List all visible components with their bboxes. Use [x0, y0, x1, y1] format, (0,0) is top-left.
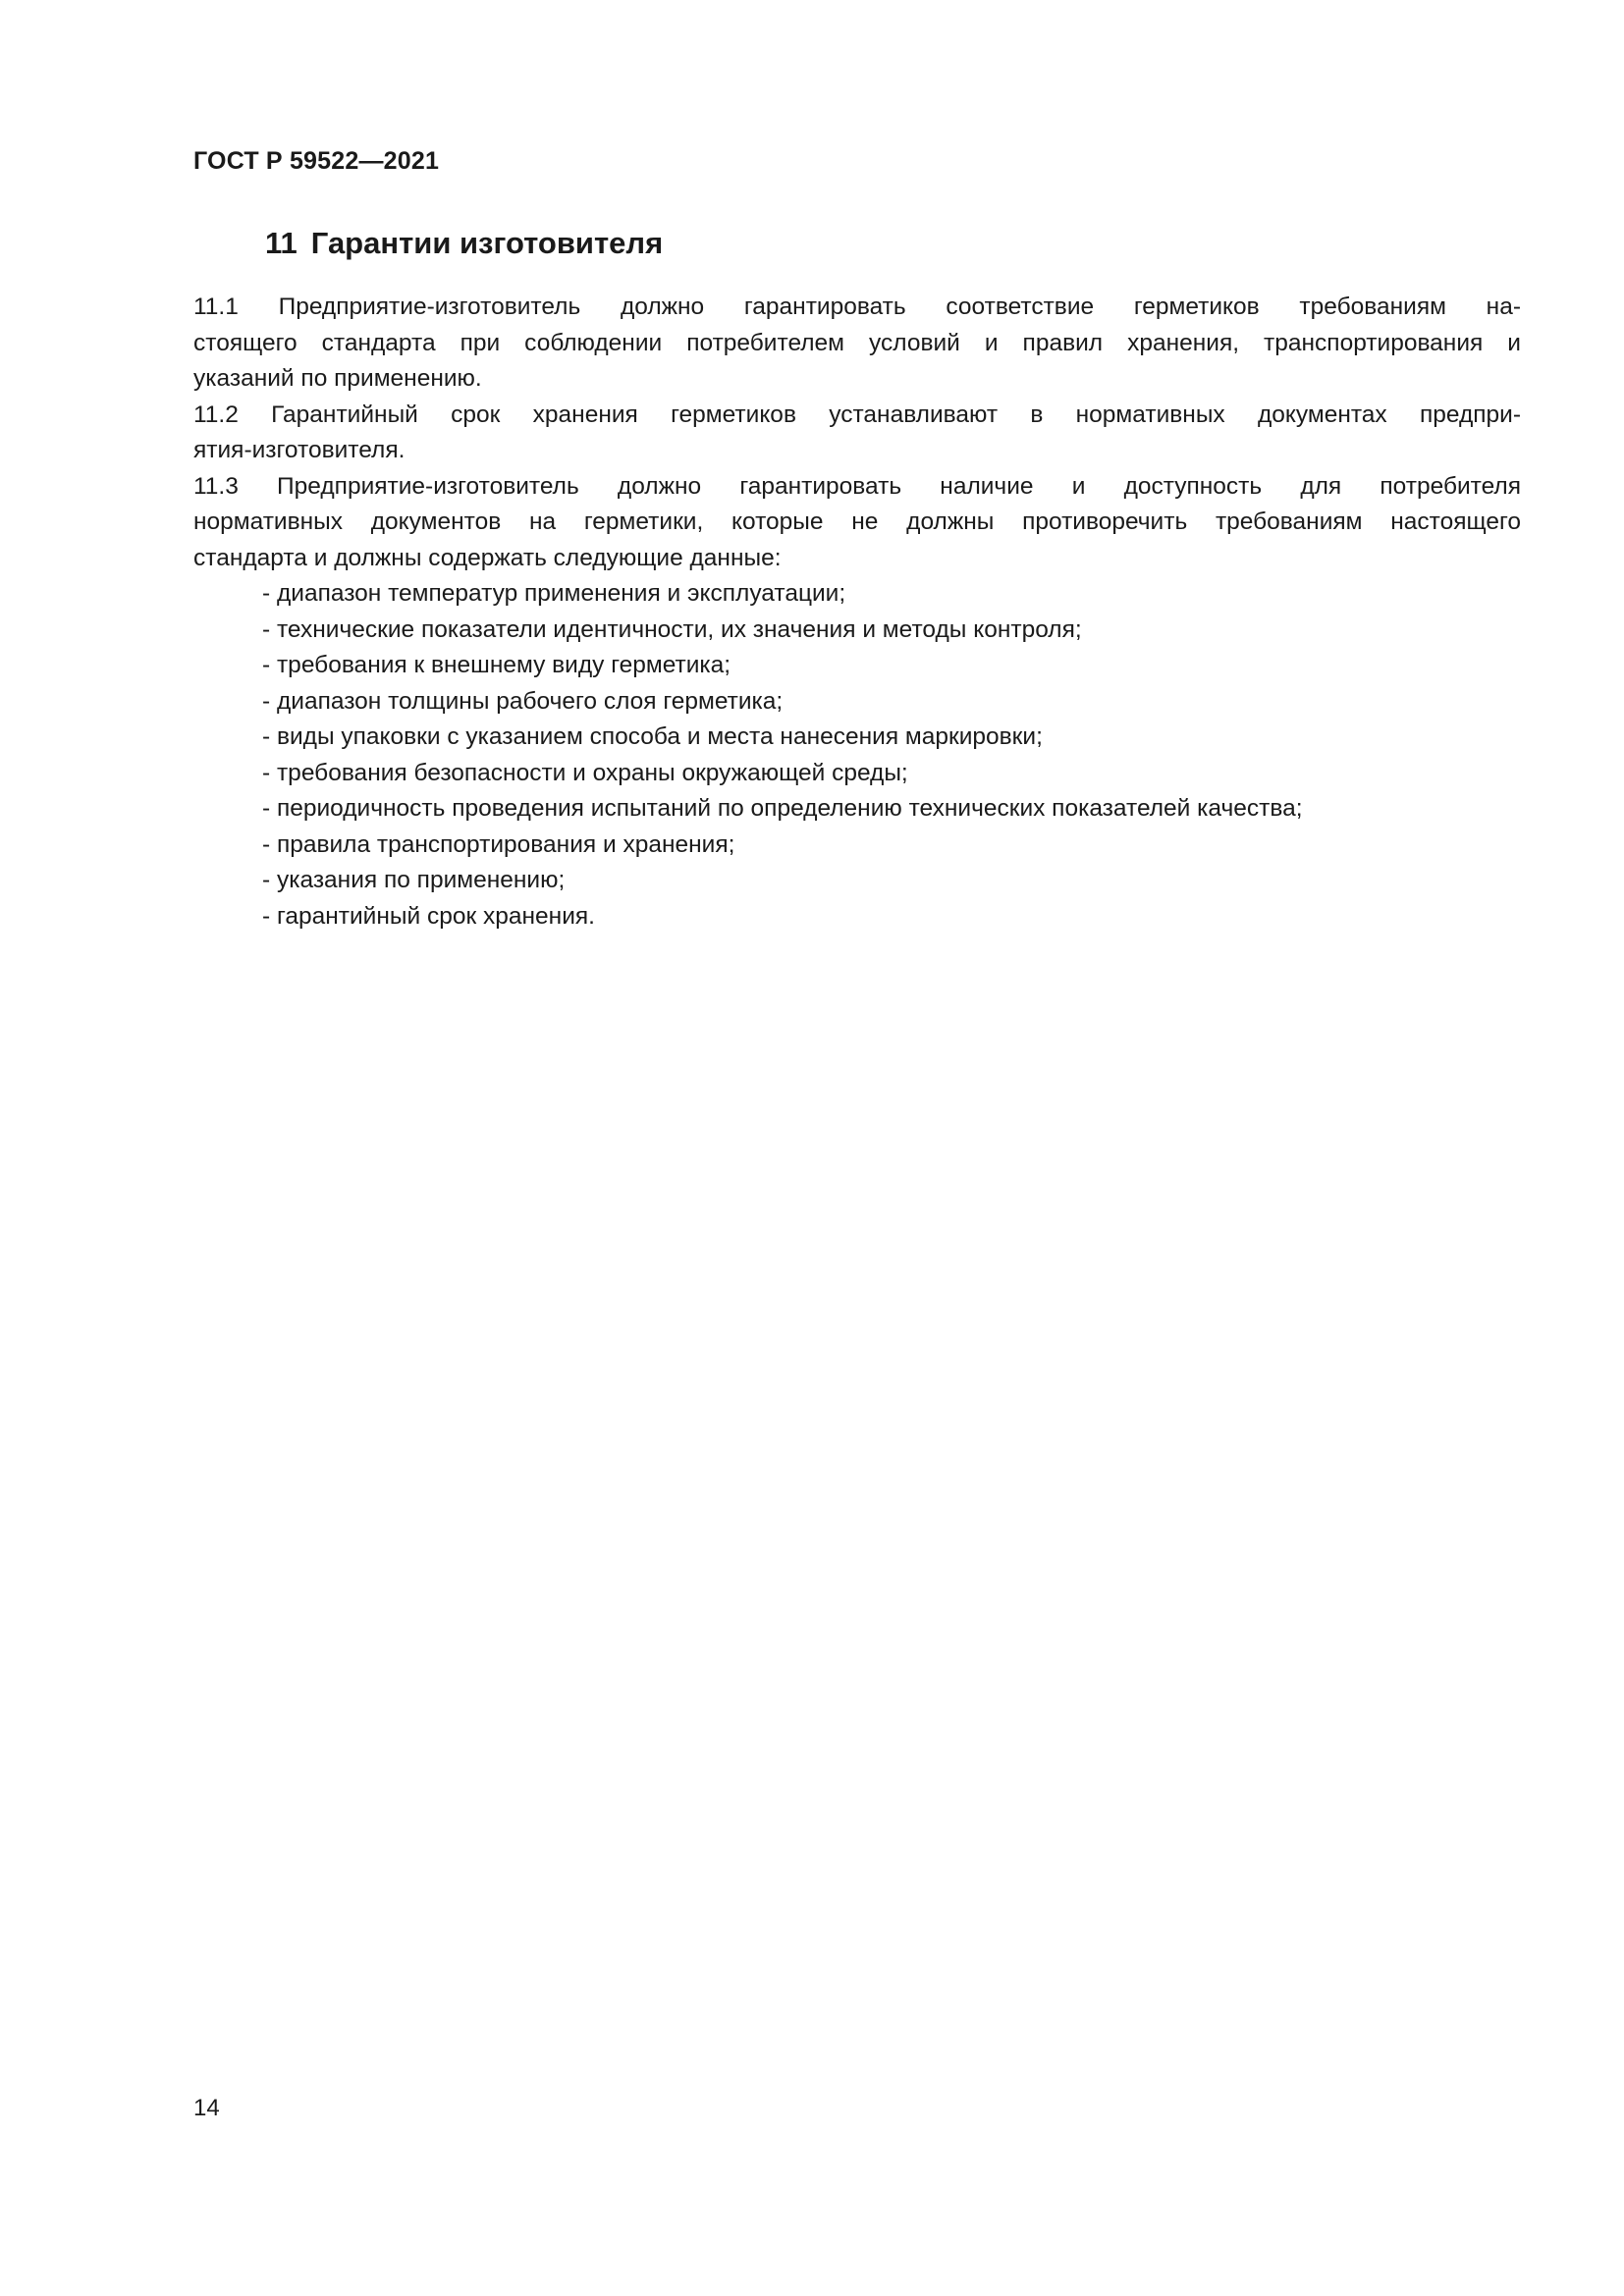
paragraph-line: 11.1 Предприятие-изготовитель должно гарантировать соответствие герметиков требованиям на- [193, 294, 1521, 320]
list-item: - требования безопасности и охраны окружающей среды; [262, 759, 908, 786]
required-data-list [193, 576, 1521, 934]
page-number: 14 [193, 2095, 220, 2121]
list-item: - правила транспортирования и хранения; [262, 830, 735, 858]
paragraph-line: стандарта и должны содержать следующие данные: [193, 544, 782, 571]
list-item: - требования к внешнему виду герметика; [262, 652, 731, 678]
paragraph-11-2 [193, 398, 1521, 469]
list-item: - диапазон толщины рабочего слоя герметика; [262, 687, 784, 715]
paragraph-line: 11.3 Предприятие-изготовитель должно гарантировать наличие и доступность для потребителя [193, 472, 1521, 500]
section-number: 11 [265, 226, 298, 260]
list-item: - указания по применению; [262, 867, 566, 893]
paragraph-line: стоящего стандарта при соблюдении потребителем условий и правил хранения, транспортирования и [193, 329, 1521, 356]
paragraph-11-1 [193, 290, 1521, 398]
list-item: - технические показатели идентичности, их значения и методы контроля; [262, 615, 1082, 643]
list-item: - диапазон температур применения и эксплуатации; [262, 580, 846, 607]
list-item: - периодичность проведения испытаний по определению технических показателей качества; [262, 795, 1303, 822]
document-standard-id: ГОСТ Р 59522—2021 [193, 147, 440, 175]
paragraph-line: нормативных документов на герметики, которые не должны противоречить требованиям настоящего [193, 508, 1521, 535]
paragraph-line: указаний по применению. [193, 365, 482, 392]
paragraph-line: 11.2 Гарантийный срок хранения герметиков устанавливают в нормативных документах предпри- [193, 400, 1521, 428]
list-item: - гарантийный срок хранения. [262, 902, 595, 930]
list-item: - виды упаковки с указанием способа и места нанесения маркировки; [262, 723, 1043, 750]
section-body [193, 290, 1521, 934]
section-title-text: Гарантии изготовителя [310, 226, 664, 260]
section-heading [265, 226, 663, 261]
paragraph-11-3 [193, 469, 1521, 577]
paragraph-line: ятия-изготовителя. [193, 437, 406, 463]
